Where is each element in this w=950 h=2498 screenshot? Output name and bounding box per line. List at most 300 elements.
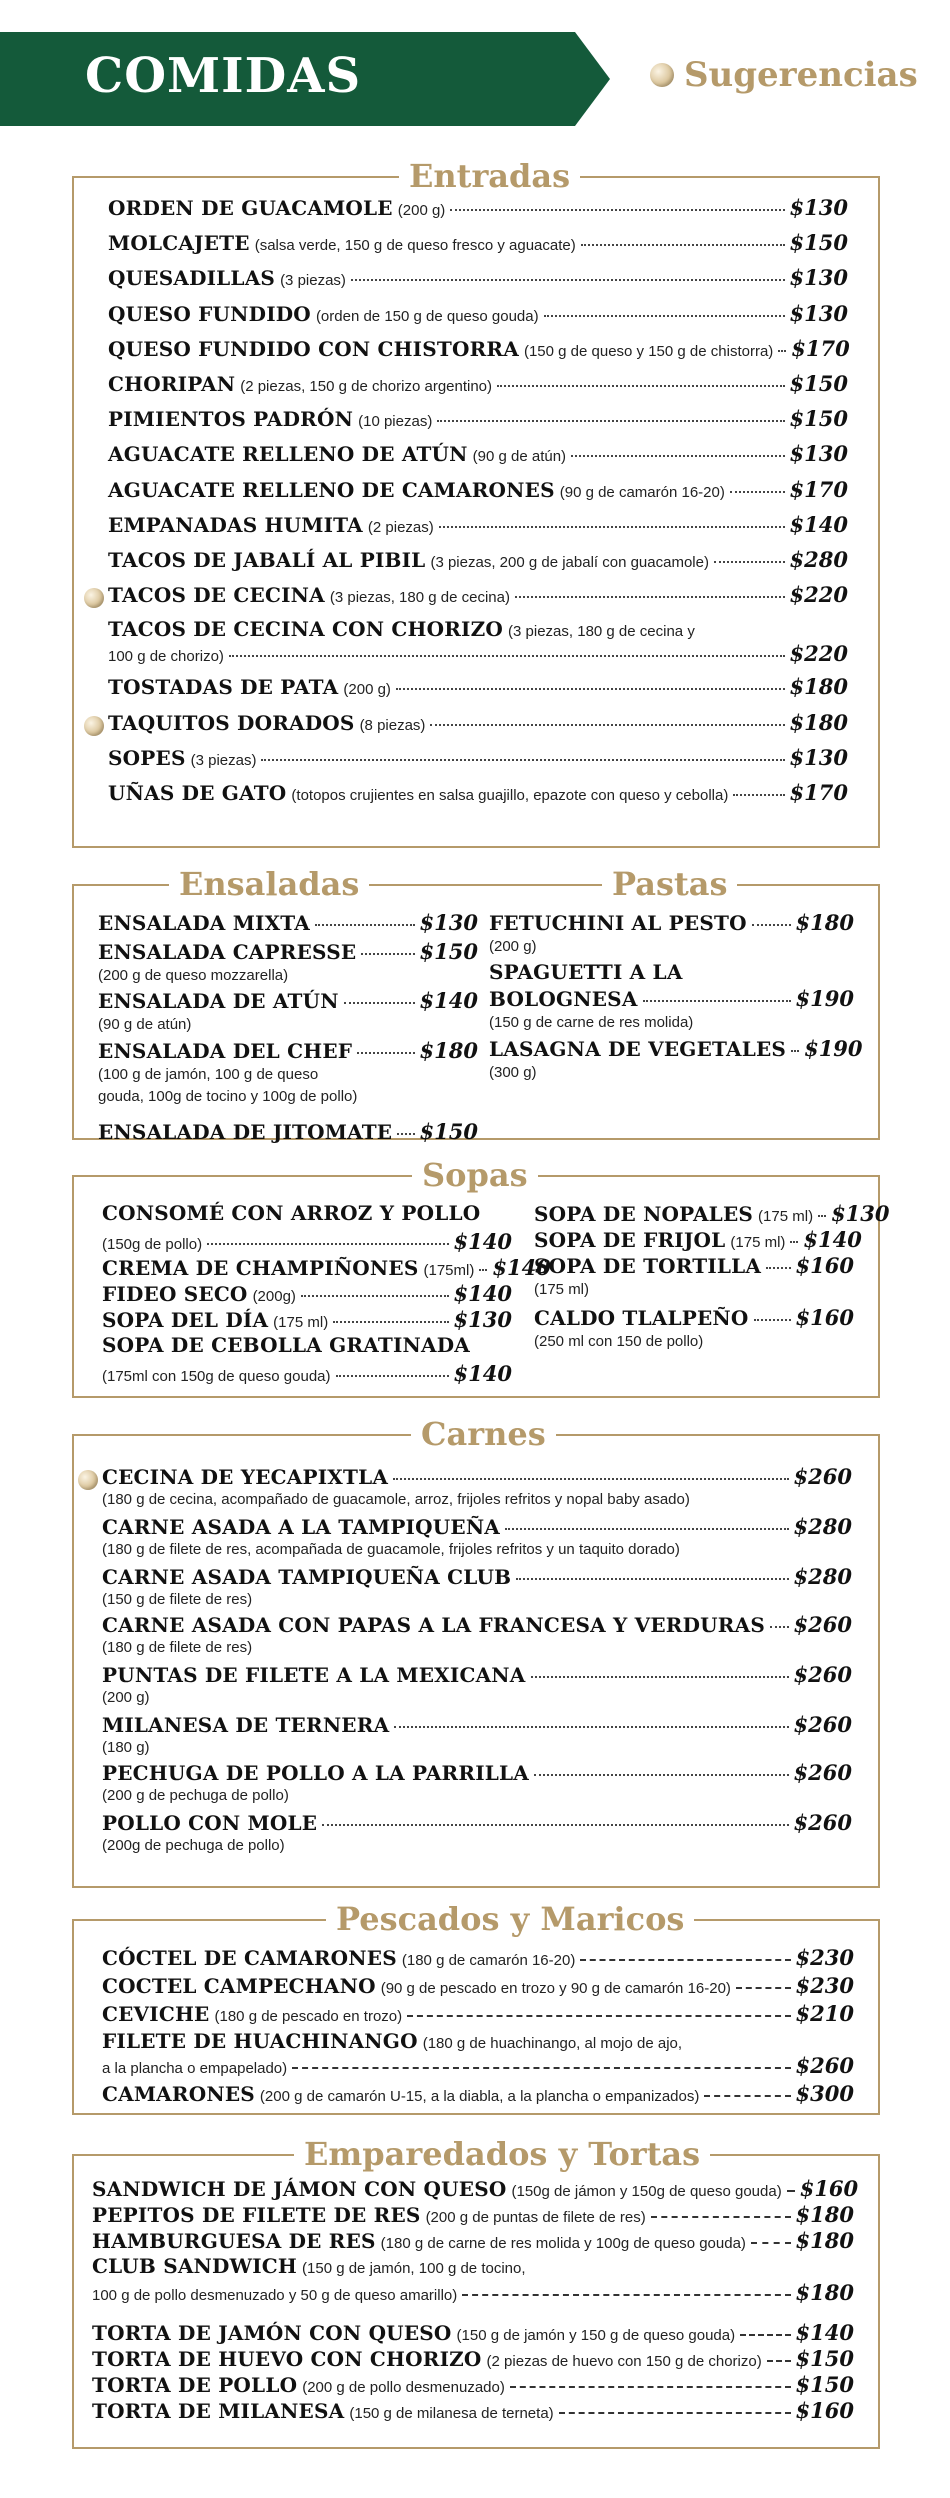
item-description: (200g) xyxy=(252,1288,296,1305)
leader-dots xyxy=(357,1052,414,1054)
pescados-section xyxy=(72,1900,880,2115)
leader-dots xyxy=(439,526,785,528)
item-description: (90 g de pescado en trozo y 90 g de camarón 16-20) xyxy=(380,1980,731,1997)
item-description: (150g de jámon y 150g de queso gouda) xyxy=(511,2183,782,2200)
item-price: $150 xyxy=(419,939,478,964)
menu-item xyxy=(98,939,478,964)
menu-item xyxy=(108,617,848,641)
item-subtext: (180 g de filete de res, acompañada de guacamole, frijoles refritos y un taquito dorado) xyxy=(102,1541,680,1558)
item-description: (175ml con 150g de queso gouda) xyxy=(102,1368,331,1385)
menu-item xyxy=(98,988,478,1013)
item-description: (150g de pollo) xyxy=(102,1236,203,1253)
item-price: $140 xyxy=(419,988,478,1013)
leader-dots xyxy=(736,1987,791,1989)
item-description-2: 100 g de pollo desmenuzado y 50 g de queso amarillo) xyxy=(92,2287,458,2304)
item-price: $260 xyxy=(793,1760,852,1785)
item-price: $170 xyxy=(789,476,848,502)
item-name: ENSALADA MIXTA xyxy=(98,911,311,935)
menu-item xyxy=(108,230,848,255)
leader-dots xyxy=(515,596,785,598)
item-name: UÑAS DE GATO xyxy=(108,781,287,805)
item-price: $300 xyxy=(795,2081,854,2106)
item-description: (200 g de pollo desmenuzado) xyxy=(302,2379,505,2396)
menu-item xyxy=(102,1810,852,1835)
item-price: $140 xyxy=(803,1227,862,1252)
page-title: COMIDAS xyxy=(85,48,362,104)
item-name: ENSALADA CAPRESSE xyxy=(98,940,357,964)
item-subtext-2: gouda, 100g de tocino y 100g de pollo) xyxy=(98,1088,358,1105)
item-name: MILANESA DE TERNERA xyxy=(102,1713,390,1737)
item-price: $170 xyxy=(791,335,850,361)
leader-dots xyxy=(544,315,785,317)
item-name: CECINA DE YECAPIXTLA xyxy=(102,1465,389,1489)
item-price: $280 xyxy=(789,547,848,572)
menu-item xyxy=(534,1201,890,1226)
item-price: $280 xyxy=(793,1514,852,1539)
section-title-entradas: Entradas xyxy=(399,152,580,200)
menu-item xyxy=(108,710,848,735)
item-name: AGUACATE RELLENO DE CAMARONES xyxy=(108,477,555,502)
item-name: CARNE ASADA TAMPIQUEÑA CLUB xyxy=(102,1565,512,1589)
leader-dots xyxy=(766,1267,790,1269)
item-price: $180 xyxy=(795,2202,854,2227)
leader-dots xyxy=(301,1295,449,1297)
item-name: SOPA DE FRIJOL xyxy=(534,1228,726,1252)
item-description: (175 ml) xyxy=(730,1234,786,1251)
item-name: SANDWICH DE JÁMON CON QUESO xyxy=(92,2177,507,2201)
leader-dots xyxy=(559,2412,791,2414)
item-name: TAQUITOS DORADOS xyxy=(108,710,355,735)
item-description: (180 g de carne de res molida y 100g de queso gouda) xyxy=(380,2235,746,2252)
item-price: $130 xyxy=(789,744,848,770)
section-title-pescados: Pescados y Maricos xyxy=(326,1895,694,1943)
item-price: $150 xyxy=(789,371,848,396)
leader-dots xyxy=(754,1319,791,1321)
menu-item xyxy=(92,2320,854,2345)
item-description: (200 g) xyxy=(343,681,391,699)
item-name: CÓCTEL DE CAMARONES xyxy=(102,1946,397,1970)
item-description: (8 piezas) xyxy=(359,716,426,734)
menu-item xyxy=(102,1307,512,1332)
menu-item xyxy=(102,1564,852,1589)
section-title-carnes: Carnes xyxy=(411,1410,556,1458)
leader-dots xyxy=(450,209,784,211)
leader-dots xyxy=(361,953,414,955)
item-price: $220 xyxy=(789,582,848,608)
menu-item xyxy=(108,512,848,537)
item-price: $260 xyxy=(793,1612,852,1637)
item-subtext: (150 g de filete de res) xyxy=(102,1591,253,1608)
leader-dots xyxy=(571,455,784,457)
menu-item-continuation xyxy=(108,641,848,666)
leader-dots xyxy=(397,1133,414,1135)
leader-dots xyxy=(394,1726,788,1728)
leader-dots xyxy=(733,794,784,796)
item-name: CARNE ASADA A LA TAMPIQUEÑA xyxy=(102,1515,501,1539)
item-price: $140 xyxy=(789,511,848,537)
item-name: TORTA DE MILANESA xyxy=(92,2399,345,2423)
item-price: $260 xyxy=(793,1810,852,1835)
leader-dots xyxy=(344,1002,415,1004)
item-name: PEPITOS DE FILETE DE RES xyxy=(92,2203,421,2227)
item-price: $150 xyxy=(795,2372,854,2397)
item-subtext: (200 g de pechuga de pollo) xyxy=(102,1787,289,1804)
leader-dots xyxy=(740,2334,790,2336)
item-subtext: (250 ml con 150 de pollo) xyxy=(534,1333,704,1350)
leader-dots xyxy=(351,279,785,281)
menu-item xyxy=(92,2346,854,2371)
item-name: PUNTAS DE FILETE A LA MEXICANA xyxy=(102,1663,526,1687)
menu-item xyxy=(534,1305,854,1330)
item-price: $160 xyxy=(795,1305,854,1330)
item-name: TORTA DE HUEVO CON CHORIZO xyxy=(92,2347,482,2371)
item-name: CLUB SANDWICH xyxy=(92,2254,298,2278)
leader-dots xyxy=(531,1676,789,1678)
menu-item xyxy=(108,336,848,361)
item-description: (orden de 150 g de queso gouda) xyxy=(315,307,539,325)
item-description: (200 g) xyxy=(397,202,446,219)
item-name: ENSALADA DE ATÚN xyxy=(98,989,339,1013)
entradas-section xyxy=(72,157,880,848)
menu-item-continuation xyxy=(489,986,854,1011)
leader-dots xyxy=(787,2190,795,2192)
item-name-2: BOLOGNESA xyxy=(489,987,638,1011)
item-subtext: (200g de pechuga de pollo) xyxy=(102,1837,285,1854)
menu-item-continuation xyxy=(102,1229,512,1254)
item-name: TACOS DE CECINA xyxy=(108,583,325,608)
menu-item xyxy=(108,406,848,431)
item-name: SOPA DE CEBOLLA GRATINADA xyxy=(102,1333,470,1357)
leader-dots xyxy=(651,2216,791,2218)
item-price: $130 xyxy=(789,300,848,326)
leader-dots xyxy=(581,244,785,246)
leader-dots xyxy=(751,2242,791,2244)
menu-item xyxy=(108,371,848,396)
item-name: POLLO CON MOLE xyxy=(102,1811,318,1835)
item-price: $150 xyxy=(795,2346,854,2371)
leader-dots xyxy=(261,759,784,761)
menu-item xyxy=(534,1227,862,1252)
item-name: ENSALADA DE JITOMATE xyxy=(98,1120,393,1144)
item-description: (150 g de jamón y 150 g de queso gouda) xyxy=(456,2327,736,2344)
item-description: (180 g de camarón 16-20) xyxy=(401,1952,576,1969)
leader-dots xyxy=(315,924,415,926)
item-subtext: (150 g de carne de res molida) xyxy=(489,1014,694,1031)
item-name: TORTA DE JAMÓN CON QUESO xyxy=(92,2321,452,2345)
menu-item xyxy=(102,1760,852,1785)
leader-dots xyxy=(229,655,785,657)
menu-item-continuation xyxy=(102,1361,512,1386)
item-price: $180 xyxy=(789,709,848,735)
item-subtext: (180 g) xyxy=(102,1739,150,1756)
item-name: TACOS DE JABALÍ AL PIBIL xyxy=(108,548,426,572)
item-price: $260 xyxy=(795,2053,854,2078)
section-title-emparedados: Emparedados y Tortas xyxy=(294,2130,710,2178)
leader-dots xyxy=(767,2360,791,2362)
item-subtext: (200 g de queso mozzarella) xyxy=(98,967,289,984)
item-price: $140 xyxy=(795,2320,854,2345)
leader-dots xyxy=(322,1824,788,1826)
leader-dots xyxy=(510,2386,791,2388)
item-price: $180 xyxy=(795,2228,854,2253)
item-description: (90 g de camarón 16-20) xyxy=(559,483,725,501)
suggestion-ball-icon xyxy=(84,716,104,736)
item-price: $260 xyxy=(793,1712,852,1737)
item-name: AGUACATE RELLENO DE ATÚN xyxy=(108,442,468,467)
item-price: $160 xyxy=(799,2176,859,2201)
menu-item xyxy=(102,2081,854,2106)
item-price: $130 xyxy=(789,195,848,220)
leader-dots xyxy=(714,561,785,563)
item-description-2: a la plancha o empapelado) xyxy=(102,2060,288,2077)
item-name: FIDEO SECO xyxy=(102,1282,248,1306)
menu-item xyxy=(98,1038,478,1063)
leader-dots xyxy=(437,420,784,422)
item-name: CONSOMÉ CON ARROZ Y POLLO xyxy=(102,1201,481,1225)
item-subtext: (90 g de atún) xyxy=(98,1016,192,1033)
leader-dots xyxy=(407,2015,790,2017)
item-subtext: (175 ml) xyxy=(534,1281,590,1298)
emparedados-section xyxy=(72,2135,880,2449)
leader-dots xyxy=(430,724,784,726)
item-price: $180 xyxy=(795,910,854,935)
item-name: ENSALADA DEL CHEF xyxy=(98,1039,353,1063)
item-price: $190 xyxy=(804,1036,863,1061)
item-description: (salsa verde, 150 g de queso fresco y aguacate) xyxy=(254,237,576,255)
menu-item xyxy=(489,910,854,935)
item-name: SPAGUETTI A LA xyxy=(489,960,683,984)
leader-dots xyxy=(497,385,785,387)
leader-dots xyxy=(791,1050,799,1052)
item-description: (10 piezas) xyxy=(358,413,433,431)
menu-item xyxy=(108,582,848,607)
sugerencias-label: Sugerencias xyxy=(684,55,918,95)
leader-dots xyxy=(752,924,791,926)
menu-item xyxy=(102,2001,854,2026)
item-price: $180 xyxy=(795,2280,854,2305)
menu-item xyxy=(102,1514,852,1539)
leader-dots xyxy=(516,1578,788,1580)
item-name: CEVICHE xyxy=(102,2002,210,2026)
menu-item xyxy=(92,2176,859,2201)
item-description: (175ml) xyxy=(423,1262,475,1279)
item-price: $260 xyxy=(793,1662,852,1687)
item-description: (90 g de atún) xyxy=(472,448,567,466)
menu-item xyxy=(102,1281,512,1306)
item-description: (3 piezas, 180 g de cecina) xyxy=(329,589,510,607)
item-name: TORTA DE POLLO xyxy=(92,2373,298,2397)
suggestion-ball-icon xyxy=(78,1470,98,1490)
suggestion-ball-icon xyxy=(650,63,674,87)
carnes-section xyxy=(72,1415,880,1888)
item-name: CAMARONES xyxy=(102,2082,255,2106)
item-price: $150 xyxy=(419,1119,478,1144)
item-name: COCTEL CAMPECHANO xyxy=(102,1974,376,1998)
leader-dots xyxy=(396,688,785,690)
menu-item xyxy=(108,547,848,572)
item-price: $150 xyxy=(789,230,848,256)
item-price: $170 xyxy=(789,780,848,805)
sugerencias-legend xyxy=(650,55,918,95)
item-name: PIMIENTOS PADRÓN xyxy=(108,407,354,432)
item-name: SOPES xyxy=(108,745,186,770)
item-price: $140 xyxy=(492,1255,551,1280)
menu-item xyxy=(108,265,848,290)
leader-dots xyxy=(336,1375,449,1377)
item-description: (2 piezas, 150 g de chorizo argentino) xyxy=(240,378,493,395)
section-title-pastas: Pastas xyxy=(602,860,737,908)
item-price: $130 xyxy=(789,441,848,467)
leader-dots xyxy=(790,1241,798,1243)
item-price: $140 xyxy=(453,1361,512,1386)
menu-item xyxy=(102,1255,551,1280)
item-description: (175 ml) xyxy=(273,1314,329,1331)
item-subtext: (180 g de filete de res) xyxy=(102,1639,253,1656)
menu-item xyxy=(108,674,848,699)
leader-dots xyxy=(534,1774,789,1776)
menu-item xyxy=(108,477,848,502)
item-subtext: (180 g de cecina, acompañado de guacamole, arroz, frijoles refritos y nopal baby asado) xyxy=(102,1491,690,1508)
item-name: TACOS DE CECINA CON CHORIZO xyxy=(108,617,504,642)
item-name: SOPA DE NOPALES xyxy=(534,1202,754,1226)
item-name: SOPA DE TORTILLA xyxy=(534,1254,762,1278)
item-price: $130 xyxy=(831,1201,890,1226)
item-description: (3 piezas) xyxy=(280,272,346,290)
sopas-section xyxy=(72,1156,890,1398)
menu-item xyxy=(102,2029,854,2053)
item-name: LASAGNA DE VEGETALES xyxy=(489,1037,787,1061)
item-name: QUESADILLAS xyxy=(108,266,276,291)
item-description: (150 g de jamón, 100 g de tocino, xyxy=(302,2260,526,2277)
item-price: $160 xyxy=(795,1253,854,1278)
item-description-2: 100 g de chorizo) xyxy=(108,648,224,666)
item-name: CALDO TLALPEÑO xyxy=(534,1306,749,1330)
item-name: CHORIPAN xyxy=(108,372,236,396)
menu-item xyxy=(108,441,848,466)
item-price: $230 xyxy=(795,1973,854,1998)
leader-dots xyxy=(505,1528,789,1530)
leader-dots xyxy=(580,1959,790,1961)
item-subtext: (300 g) xyxy=(489,1064,537,1081)
item-price: $260 xyxy=(793,1464,852,1489)
item-price: $210 xyxy=(795,2001,854,2026)
menu-item xyxy=(102,1464,852,1489)
section-title-sopas: Sopas xyxy=(412,1151,538,1199)
menu-item xyxy=(108,745,848,770)
section-title-ensaladas: Ensaladas xyxy=(169,860,369,908)
leader-dots xyxy=(704,2095,790,2097)
item-price: $280 xyxy=(793,1564,852,1589)
leader-dots xyxy=(778,350,786,352)
menu-item xyxy=(102,1612,852,1637)
item-name: HAMBURGUESA DE RES xyxy=(92,2229,376,2253)
item-price: $150 xyxy=(789,406,848,432)
menu-item xyxy=(98,1119,478,1144)
leader-dots xyxy=(292,2067,790,2069)
menu-item xyxy=(92,2228,854,2253)
item-name: TOSTADAS DE PATA xyxy=(108,675,339,700)
item-subtext: (100 g de jamón, 100 g de queso xyxy=(98,1066,319,1083)
menu-item xyxy=(108,195,848,220)
item-price: $230 xyxy=(795,1945,854,1970)
item-description: (150 g de queso y 150 g de chistorra) xyxy=(523,342,774,360)
leader-dots xyxy=(462,2294,790,2296)
menu-item xyxy=(98,910,478,935)
item-name: QUESO FUNDIDO xyxy=(108,301,311,326)
item-price: $140 xyxy=(453,1281,512,1306)
item-description: (2 piezas de huevo con 150 g de chorizo) xyxy=(486,2353,762,2370)
item-description: (150 g de milanesa de terneta) xyxy=(349,2405,554,2422)
item-name: ORDEN DE GUACAMOLE xyxy=(108,196,393,220)
item-price: $130 xyxy=(789,265,848,291)
item-description: (200 g de puntas de filete de res) xyxy=(425,2209,646,2226)
item-description: (3 piezas) xyxy=(190,751,257,769)
menu-item xyxy=(534,1253,854,1278)
item-description: (3 piezas, 200 g de jabalí con guacamole) xyxy=(430,554,709,571)
menu-item xyxy=(102,1712,852,1737)
item-description: (3 piezas, 180 g de cecina y xyxy=(508,623,695,641)
item-name: QUESO FUNDIDO CON CHISTORRA xyxy=(108,336,519,361)
leader-dots xyxy=(479,1269,487,1271)
item-subtext: (200 g) xyxy=(489,938,537,955)
item-name: CREMA DE CHAMPIÑONES xyxy=(102,1256,419,1280)
menu-item xyxy=(108,301,848,326)
item-description: (totopos crujientes en salsa guajillo, epazote con queso y cebolla) xyxy=(291,787,729,804)
item-price: $140 xyxy=(453,1229,512,1254)
item-subtext: (200 g) xyxy=(102,1689,150,1706)
item-description: (180 g de huachinango, al mojo de ajo, xyxy=(422,2035,683,2052)
menu-item xyxy=(102,1945,854,1970)
leader-dots xyxy=(818,1215,826,1217)
item-price: $220 xyxy=(789,641,848,667)
item-description: (200 g de camarón U-15, a la diabla, a la plancha o empanizados) xyxy=(259,2088,700,2105)
item-name: EMPANADAS HUMITA xyxy=(108,512,363,537)
item-description: (180 g de pescado en trozo) xyxy=(214,2008,403,2025)
item-name: FETUCHINI AL PESTO xyxy=(489,911,747,935)
suggestion-ball-icon xyxy=(84,588,104,608)
menu-item-continuation xyxy=(92,2280,854,2305)
item-name: MOLCAJETE xyxy=(108,231,250,256)
item-name: CARNE ASADA CON PAPAS A LA FRANCESA Y VERDURAS xyxy=(102,1613,765,1637)
leader-dots xyxy=(393,1478,788,1480)
item-price: $160 xyxy=(795,2398,854,2423)
leader-dots xyxy=(333,1321,448,1323)
item-description: (2 piezas) xyxy=(367,518,434,536)
item-name: PECHUGA DE POLLO A LA PARRILLA xyxy=(102,1761,529,1785)
menu-item xyxy=(102,1662,852,1687)
menu-item xyxy=(92,2254,854,2278)
item-name: SOPA DEL DÍA xyxy=(102,1308,269,1332)
menu-item xyxy=(92,2202,854,2227)
item-price: $130 xyxy=(453,1307,512,1332)
item-price: $180 xyxy=(419,1038,478,1063)
ensaladas-pastas-section xyxy=(72,865,880,1144)
item-description: (175 ml) xyxy=(758,1208,814,1225)
leader-dots xyxy=(207,1243,448,1245)
menu-item xyxy=(489,1036,863,1061)
item-name: FILETE DE HUACHINANGO xyxy=(102,2029,418,2053)
item-price: $190 xyxy=(795,986,854,1011)
menu-item xyxy=(108,780,848,805)
item-price: $180 xyxy=(789,674,848,700)
leader-dots xyxy=(643,1000,791,1002)
leader-dots xyxy=(730,491,785,493)
menu-item xyxy=(102,1973,854,1998)
menu-item xyxy=(92,2372,854,2397)
item-price: $130 xyxy=(419,910,478,935)
leader-dots xyxy=(770,1626,789,1628)
menu-item-continuation xyxy=(102,2053,854,2078)
